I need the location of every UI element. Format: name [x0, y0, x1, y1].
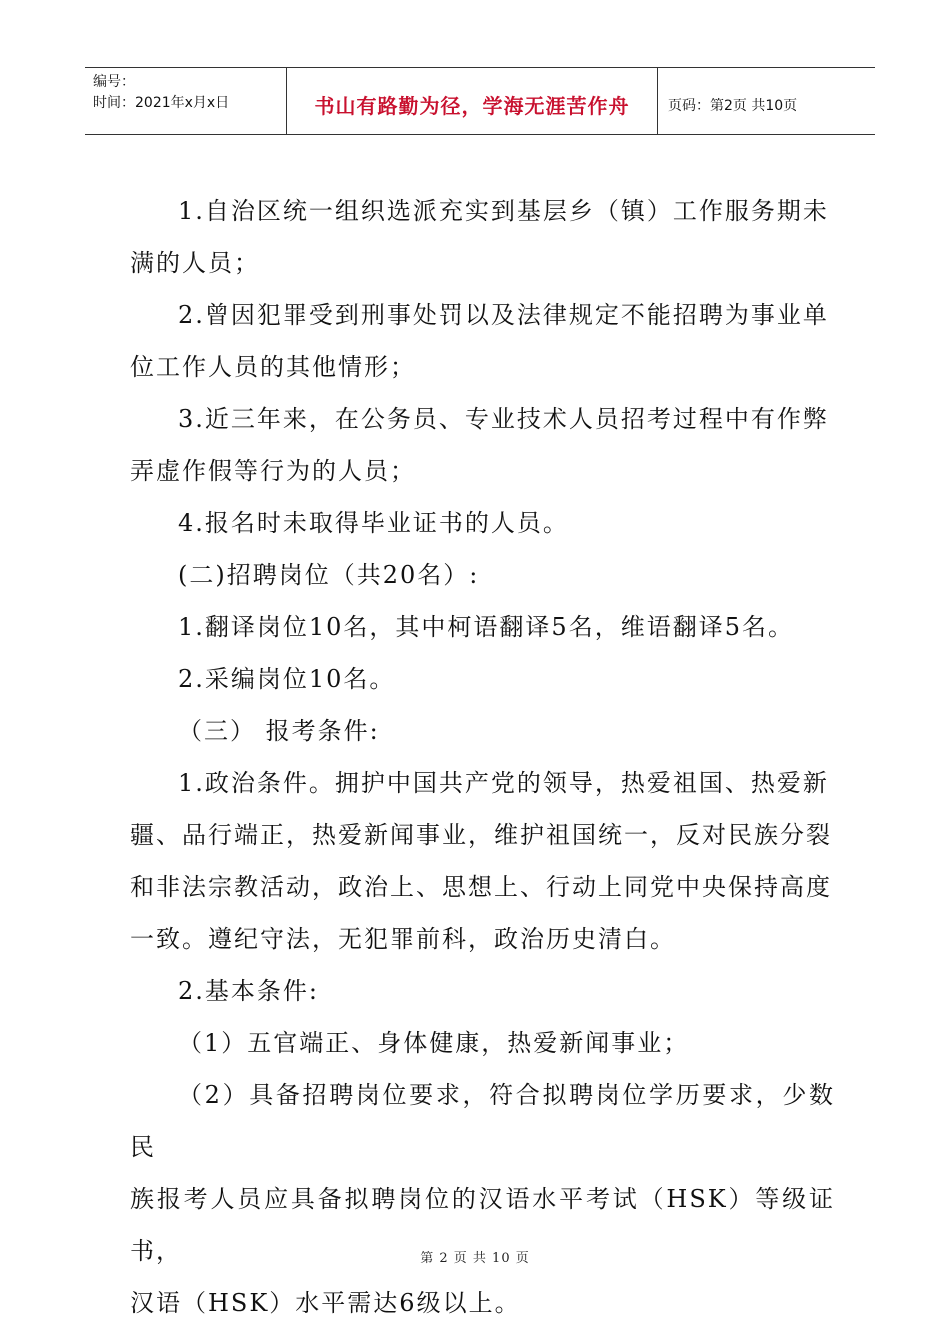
header-page-info: 页码：第2页 共10页	[668, 98, 798, 114]
paragraph-basic-conditions: 2.基本条件:	[178, 977, 319, 1005]
paragraph-condition-2-line-2: 族报考人员应具备拟聘岗位的汉语水平考试（HSK）等级证书，	[130, 1185, 835, 1265]
paragraph-1-line-1: 1.自治区统一组织选派充实到基层乡（镇）工作服务期未	[178, 197, 829, 225]
header-meta	[93, 72, 229, 114]
page-footer: 第 2 页 共 10 页	[420, 1251, 530, 1266]
paragraph-condition-2-line-3: 汉语（HSK）水平需达6级以上。	[130, 1289, 521, 1317]
paragraph-1-line-2: 满的人员；	[130, 249, 260, 277]
paragraph-political-line-4: 一致。遵纪守法，无犯罪前科，政治历史清白。	[130, 925, 676, 953]
paragraph-condition-2-line-1: （2）具备招聘岗位要求，符合拟聘岗位学历要求，少数民	[130, 1081, 835, 1161]
paragraph-condition-1: （1）五官端正、身体健康，热爱新闻事业；	[178, 1029, 690, 1057]
paragraph-4: 4.报名时未取得毕业证书的人员。	[178, 509, 569, 537]
paragraph-political-line-3: 和非法宗教活动，政治上、思想上、行动上同党中央保持高度	[130, 873, 832, 901]
paragraph-translation-posts: 1.翻译岗位10名，其中柯语翻译5名，维语翻译5名。	[178, 613, 794, 641]
paragraph-political-line-1: 1.政治条件。拥护中国共产党的领导，热爱祖国、热爱新	[178, 769, 829, 797]
section-heading-conditions: （三） 报考条件:	[178, 717, 380, 745]
paragraph-political-line-2: 疆、品行端正，热爱新闻事业，维护祖国统一，反对民族分裂	[130, 821, 832, 849]
paragraph-3-line-1: 3.近三年来，在公务员、专业技术人员招考过程中有作弊	[178, 405, 829, 433]
paragraph-2-line-2: 位工作人员的其他情形；	[130, 353, 416, 381]
paragraph-2-line-1: 2.曾因犯罪受到刑事处罚以及法律规定不能招聘为事业单	[178, 301, 829, 329]
document-body	[130, 185, 835, 1329]
paragraph-3-line-2: 弄虚作假等行为的人员；	[130, 457, 416, 485]
page-header	[85, 67, 875, 135]
section-heading-positions: (二)招聘岗位（共20名）:	[178, 561, 480, 589]
document-time-label: 时间：2021年x月x日	[93, 95, 230, 111]
header-motto: 书山有路勤为径，学海无涯苦作舟	[286, 68, 658, 134]
document-number-label: 编号：	[93, 74, 135, 90]
paragraph-editorial-posts: 2.采编岗位10名。	[178, 665, 396, 693]
